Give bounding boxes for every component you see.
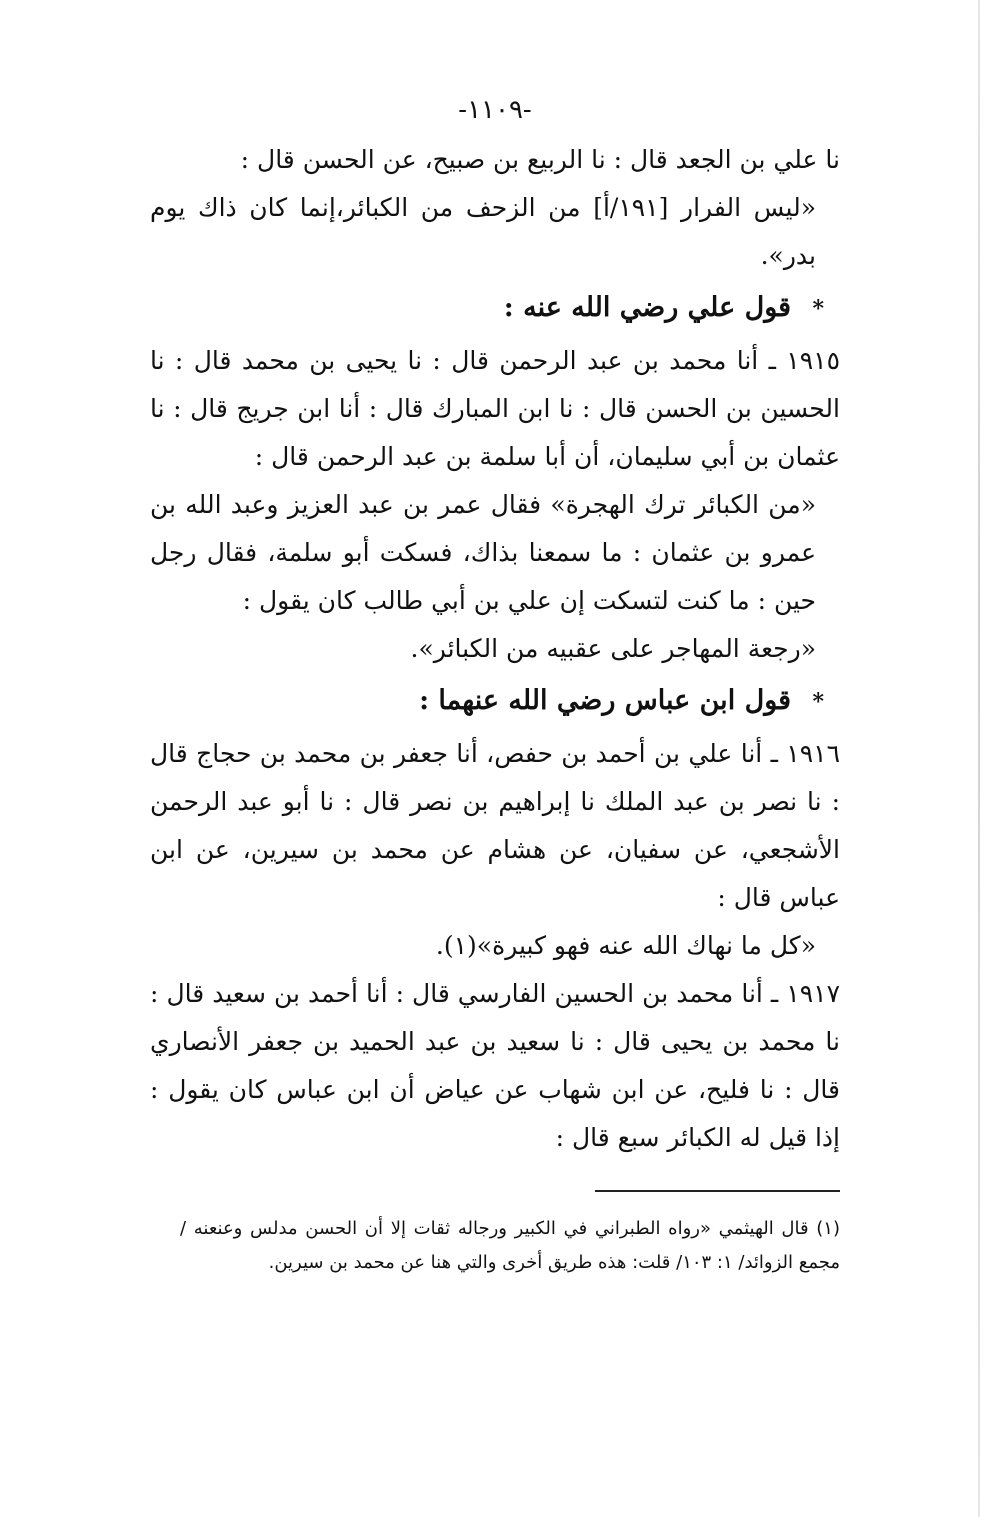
page-body (150, 90, 840, 1162)
quote-1915-b: «رجعة المهاجر على عقبيه من الكبائر». (410, 634, 816, 663)
quote-intro: «ليس الفرار [١٩١/أ] من الزحف من الكبائر،إنما كان ذاك يوم بدر». (150, 193, 816, 270)
section-heading-ibn-abbas (150, 675, 840, 728)
footnotes (180, 1212, 840, 1280)
paragraph-1916: ١٩١٦ ـ أنا علي بن أحمد بن حفص، أنا جعفر بن محمد بن حجاج قال : نا نصر بن عبد الملك نا إبراهيم بن نصر قال : نا أبو عبد الرحمن الأشجعي، عن سفيان، عن هشام عن محمد بن سيرين، عن ابن عباس قال : (150, 739, 840, 912)
bullet-star-icon: * (812, 689, 824, 715)
footnote-divider (595, 1190, 840, 1192)
section-heading-ali (150, 282, 840, 335)
footnote-1: (١) قال الهيثمي «رواه الطبراني في الكبير ورجاله ثقات إلا أن الحسن مدلس وعنعنه / مجمع الزوائد/ ١: ١٠٣/ قلت: هذه طريق أخرى والتي هنا عن محمد بن سيرين. (180, 1218, 840, 1273)
quote-1915: «من الكبائر ترك الهجرة» فقال عمر بن عبد العزيز وعبد الله بن عمرو بن عثمان : ما سمعنا بذاك، فسكت أبو سلمة، فقال رجل حين : ما كنت لتسكت إن علي بن أبي طالب كان يقول : (150, 490, 816, 615)
paragraph-1917: ١٩١٧ ـ أنا محمد بن الحسين الفارسي قال : أنا أحمد بن سعيد قال : نا محمد بن يحيى قال : نا سعيد بن عبد الحميد بن جعفر الأنصاري قال : نا فليح، عن ابن شهاب عن عياض أن ابن عباس كان يقول : إذا قيل له الكبائر سبع قال : (150, 979, 840, 1152)
bullet-star-icon: * (812, 296, 824, 322)
quote-1916: «كل ما نهاك الله عنه فهو كبيرة»(١). (435, 931, 816, 960)
paragraph-intro: نا علي بن الجعد قال : نا الربيع بن صبيح، عن الحسن قال : (240, 145, 840, 174)
paragraph-1915: ١٩١٥ ـ أنا محمد بن عبد الرحمن قال : نا يحيى بن محمد قال : نا الحسين بن الحسن قال : نا ابن المبارك قال : أنا ابن جريج قال : نا عثمان بن أبي سليمان، أن أبا سلمة بن عبد الرحمن قال : (150, 346, 840, 471)
section-heading-ali-text: قول علي رضي الله عنه : (503, 292, 792, 323)
scan-edge (978, 0, 980, 1517)
page-number: -١١٠٩- (458, 95, 532, 125)
section-heading-ibn-abbas-text: قول ابن عباس رضي الله عنهما : (419, 685, 792, 716)
